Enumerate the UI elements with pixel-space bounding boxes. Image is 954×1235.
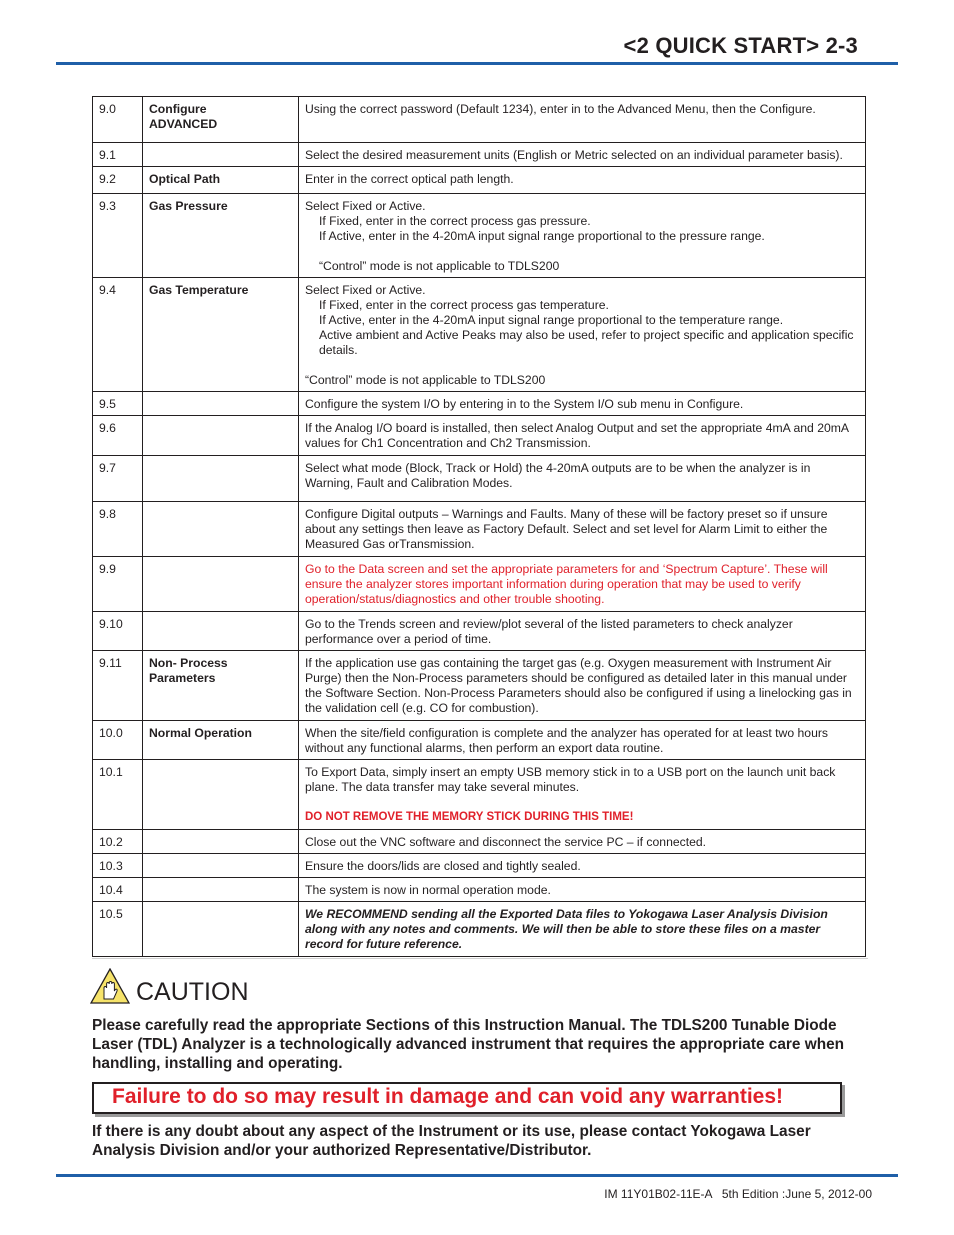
step-description	[299, 830, 866, 854]
step-line: When the site/field configuration is complete and the analyzer has operated for at least two hours without any functional alarms, then perform an export data routine.	[305, 726, 829, 755]
hand-caution-icon	[90, 968, 130, 1004]
step-name	[143, 416, 299, 456]
step-number: 9.4	[93, 278, 143, 392]
table-row	[93, 167, 866, 194]
step-description	[299, 902, 866, 957]
step-number: 10.4	[93, 878, 143, 902]
step-name	[143, 557, 299, 612]
step-number: 9.2	[93, 167, 143, 194]
step-name	[143, 651, 299, 721]
step-name	[143, 143, 299, 167]
table-row	[93, 194, 866, 278]
step-line: Using the correct password (Default 1234), enter in to the Advanced Menu, then the Configure.	[305, 102, 816, 116]
step-number: 9.5	[93, 392, 143, 416]
memory-stick-warning: DO NOT REMOVE THE MEMORY STICK DURING THIS TIME!	[305, 811, 634, 823]
step-name: Gas Pressure	[143, 194, 299, 278]
caution-label: CAUTION	[136, 978, 249, 1006]
step-line: Enter in the correct optical path length.	[305, 172, 514, 186]
document-id	[604, 1187, 872, 1201]
step-number: 10.0	[93, 721, 143, 760]
step-line: If Fixed, enter in the correct process gas temperature.	[319, 298, 609, 312]
header-rule	[56, 62, 898, 65]
step-number: 9.6	[93, 416, 143, 456]
step-description	[299, 392, 866, 416]
step-number: 9.9	[93, 557, 143, 612]
blank-line	[305, 358, 859, 373]
step-description	[299, 194, 866, 278]
caution-text: Please carefully read the appropriate Sections of this Instruction Manual. The TDLS200 Tunable Diode Laser (TDL) Analyzer is a technologically advanced instrument that requires the appropriate care when handling, installing and operating.	[92, 1017, 845, 1072]
step-line: Ensure the doors/lids are closed and tightly sealed.	[305, 859, 581, 873]
step-number: 9.0	[93, 97, 143, 143]
step-line: “Control” mode is not applicable to TDLS200	[305, 373, 546, 387]
step-line: If Active, enter in the 4-20mA input signal range proportional to the pressure range.	[319, 229, 765, 243]
step-line: Select the desired measurement units (English or Metric selected on an individual parameter basis).	[305, 148, 843, 162]
step-name	[143, 760, 299, 830]
step-line: Close out the VNC software and disconnect the service PC – if connected.	[305, 835, 707, 849]
table-row	[93, 760, 866, 830]
warranty-warning-box	[92, 1082, 842, 1114]
step-description	[299, 143, 866, 167]
step-description	[299, 651, 866, 721]
step-name: Gas Temperature	[143, 278, 299, 392]
step-line: Go to the Data screen and set the appropriate parameters for and ‘Spectrum Capture’. These will ensure the analyzer stores important information during operation that may be used to verify operation/status/diagnostics and other trouble shooting.	[305, 562, 828, 606]
step-name	[143, 878, 299, 902]
step-name	[143, 502, 299, 557]
step-line: If the Analog I/O board is installed, then select Analog Output and set the appropriate 4mA and 20mA values for Ch1 Concentration and Ch2 Transmission.	[305, 421, 849, 450]
step-name	[143, 854, 299, 878]
step-name	[143, 612, 299, 651]
table-row	[93, 97, 866, 143]
step-line: To Export Data, simply insert an empty USB memory stick in to a USB port on the launch unit back plane. The data transfer may take several minutes.	[305, 765, 836, 794]
step-number: 10.1	[93, 760, 143, 830]
table-row	[93, 651, 866, 721]
table-row	[93, 416, 866, 456]
table-row	[93, 878, 866, 902]
step-line: Select what mode (Block, Track or Hold) the 4-20mA outputs are to be when the analyzer is in Warning, Fault and Calibration Modes.	[305, 461, 811, 490]
step-description	[299, 760, 866, 830]
table-row	[93, 721, 866, 760]
step-name: Optical Path	[143, 167, 299, 194]
step-number: 10.2	[93, 830, 143, 854]
step-description	[299, 416, 866, 456]
step-line: Select Fixed or Active.	[305, 199, 426, 213]
step-name	[143, 392, 299, 416]
table-row	[93, 902, 866, 957]
table-row	[93, 502, 866, 557]
step-name	[143, 97, 299, 143]
step-line: Select Fixed or Active.	[305, 283, 426, 297]
footer-rule	[56, 1174, 898, 1177]
step-number: 9.7	[93, 456, 143, 502]
step-number: 9.10	[93, 612, 143, 651]
table-row	[93, 612, 866, 651]
step-number: 10.5	[93, 902, 143, 957]
table-row	[93, 278, 866, 392]
step-description	[299, 502, 866, 557]
step-line: If Active, enter in the 4-20mA input signal range proportional to the temperature range.	[319, 313, 784, 327]
table-row	[93, 456, 866, 502]
step-number: 10.3	[93, 854, 143, 878]
step-description	[299, 456, 866, 502]
contact-text: If there is any doubt about any aspect of the Instrument or its use, please contact Yokogawa Laser Analysis Division and/or your authorized Representative/Distributor.	[92, 1123, 811, 1159]
step-line: If the application use gas containing the target gas (e.g. Oxygen measurement with Instrument Air Purge) then the Non-Process parameters should be configured as detailed later in this manual under the Software Section. Non-Process Parameters should also be configured if using a linelocking gas in the validation cell (e.g. CO for combustion).	[305, 656, 852, 715]
step-line: Active ambient and Active Peaks may also be used, refer to project specific and application specific details.	[319, 328, 854, 357]
step-line: We RECOMMEND sending all the Exported Data files to Yokogawa Laser Analysis Division along with any notes and comments. We will then be able to store these files on a master record for future reference.	[305, 907, 828, 951]
step-line: If Fixed, enter in the correct process gas pressure.	[319, 214, 591, 228]
table-row	[93, 143, 866, 167]
step-name	[143, 902, 299, 957]
step-line: “Control” mode is not applicable to TDLS200	[319, 259, 560, 273]
step-line: Configure the system I/O by entering in to the System I/O sub menu in Configure.	[305, 397, 744, 411]
page-title: <2 QUICK START> 2-3	[623, 33, 858, 58]
table-row	[93, 830, 866, 854]
step-description	[299, 878, 866, 902]
step-description	[299, 721, 866, 760]
step-line: Go to the Trends screen and review/plot several of the listed parameters to check analyzer performance over a period of time.	[305, 617, 793, 646]
step-number: 9.11	[93, 651, 143, 721]
step-description	[299, 167, 866, 194]
table-row	[93, 854, 866, 878]
step-line: Configure Digital outputs – Warnings and Faults. Many of these will be factory preset so if unsure about any settings then leave as Factory Default. Select and set level for Alarm Limit to either the Measured Gas orTransmission.	[305, 507, 828, 551]
step-description	[299, 278, 866, 392]
table-row	[93, 392, 866, 416]
step-name-text: Configure ADVANCED	[149, 102, 218, 131]
step-number: 9.1	[93, 143, 143, 167]
blank-line	[305, 244, 859, 259]
step-description	[299, 557, 866, 612]
step-name	[143, 456, 299, 502]
step-name-text: Non- Process Parameters	[149, 656, 228, 685]
document-id-text: IM 11Y01B02-11E-A 5th Edition :June 5, 2012-00	[604, 1187, 872, 1201]
step-line: The system is now in normal operation mode.	[305, 883, 551, 897]
warranty-warning: Failure to do so may result in damage and can void any warranties!	[112, 1085, 784, 1108]
step-description	[299, 854, 866, 878]
step-number: 9.3	[93, 194, 143, 278]
step-description	[299, 612, 866, 651]
blank-line	[305, 795, 859, 810]
step-name: Normal Operation	[143, 721, 299, 760]
step-description	[299, 97, 866, 143]
quick-start-table	[92, 96, 866, 957]
step-name	[143, 830, 299, 854]
step-number: 9.8	[93, 502, 143, 557]
table-bottom-rule	[92, 958, 868, 962]
table-row	[93, 557, 866, 612]
